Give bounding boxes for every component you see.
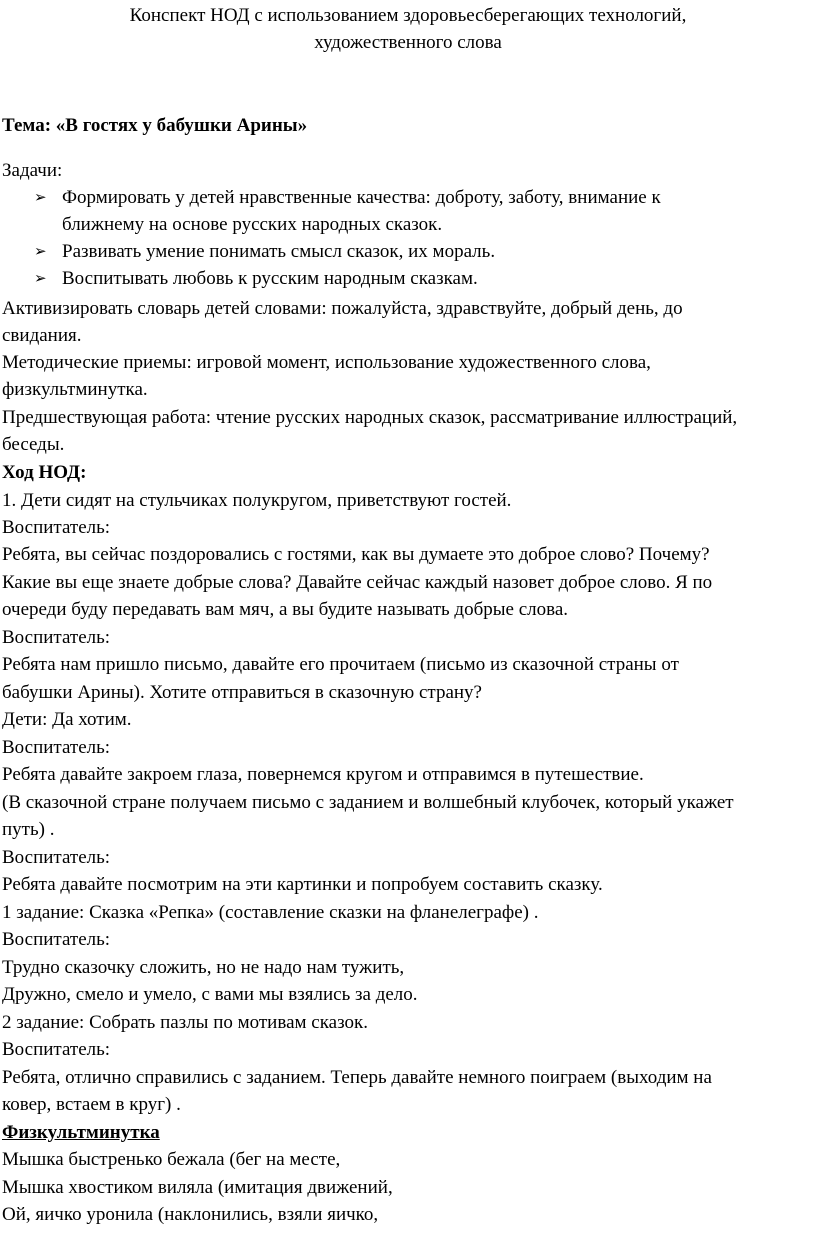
body-line: Ребята, отлично справились с заданием. Теперь давайте немного поиграем (выходим на <box>2 1067 712 1088</box>
body-line: физкультминутка. <box>2 379 148 400</box>
document-title-line-1: Конспект НОД с использованием здоровьесберегающих технологий, <box>129 5 687 26</box>
body-line: Ребята, вы сейчас поздоровались с гостями, как вы думаете это доброе слово? Почему? <box>2 544 710 565</box>
body-line: бабушки Арины). Хотите отправиться в сказочную страну? <box>2 682 482 703</box>
body-line: Методические приемы: игровой момент, использование художественного слова, <box>2 352 651 373</box>
bullet-arrow-icon: ➢ <box>34 269 47 287</box>
body-line: Предшествующая работа: чтение русских народных сказок, рассматривание иллюстраций, <box>2 407 738 428</box>
task-item-1-line-1: Формировать у детей нравственные качества: доброту, заботу, внимание к <box>62 187 661 208</box>
body-line: Мышка быстренько бежала (бег на месте, <box>2 1149 341 1170</box>
body-line: ковер, встаем в круг) . <box>2 1094 181 1115</box>
body-line: путь) . <box>2 819 55 840</box>
body-line: Ой, яичко уронила (наклонились, взяли яичко, <box>2 1204 379 1225</box>
body-line: 1 задание: Сказка «Репка» (составление сказки на фланелеграфе) . <box>2 902 539 923</box>
body-line: Ребята нам пришло письмо, давайте его прочитаем (письмо из сказочной страны от <box>2 654 679 675</box>
task-item-2: Развивать умение понимать смысл сказок, их мораль. <box>62 241 496 262</box>
bullet-arrow-icon: ➢ <box>34 188 47 206</box>
tasks-label: Задачи: <box>2 160 63 181</box>
speaker-label: Воспитатель: <box>2 929 111 950</box>
body-line: Мышка хвостиком виляла (имитация движений, <box>2 1177 393 1198</box>
speaker-label: Воспитатель: <box>2 737 111 758</box>
task-item-3: Воспитывать любовь к русским народным сказкам. <box>62 268 478 289</box>
body-line: (В сказочной стране получаем письмо с заданием и волшебный клубочек, который укажет <box>2 792 734 813</box>
section-heading-hod-nod: Ход НОД: <box>2 462 87 483</box>
body-line: Активизировать словарь детей словами: пожалуйста, здравствуйте, добрый день, до <box>2 298 683 319</box>
speaker-label: Воспитатель: <box>2 1039 111 1060</box>
body-line: 2 задание: Собрать пазлы по мотивам сказок. <box>2 1012 368 1033</box>
body-line: Ребята давайте посмотрим на эти картинки и попробуем составить сказку. <box>2 874 603 895</box>
speaker-label: Воспитатель: <box>2 517 111 538</box>
body-line: 1. Дети сидят на стульчиках полукругом, приветствуют гостей. <box>2 490 512 511</box>
document-title-line-2: художественного слова <box>314 32 502 53</box>
body-line: Какие вы еще знаете добрые слова? Давайте сейчас каждый назовет доброе слово. Я по <box>2 572 713 593</box>
topic-heading: Тема: «В гостях у бабушки Арины» <box>2 115 308 136</box>
body-line: свидания. <box>2 325 82 346</box>
speaker-label: Воспитатель: <box>2 847 111 868</box>
task-item-1-line-2: ближнему на основе русских народных сказок. <box>62 214 443 235</box>
body-line: Ребята давайте закроем глаза, повернемся кругом и отправимся в путешествие. <box>2 764 644 785</box>
body-line: Дружно, смело и умело, с вами мы взялись за дело. <box>2 984 418 1005</box>
bullet-arrow-icon: ➢ <box>34 242 47 260</box>
speaker-label: Воспитатель: <box>2 627 111 648</box>
body-line: Дети: Да хотим. <box>2 709 132 730</box>
body-line: очереди буду передавать вам мяч, а вы будите называть добрые слова. <box>2 599 569 620</box>
body-line: беседы. <box>2 434 65 455</box>
body-line: Трудно сказочку сложить, но не надо нам тужить, <box>2 957 405 978</box>
section-heading-fizkultminutka: Физкультминутка <box>2 1122 160 1143</box>
